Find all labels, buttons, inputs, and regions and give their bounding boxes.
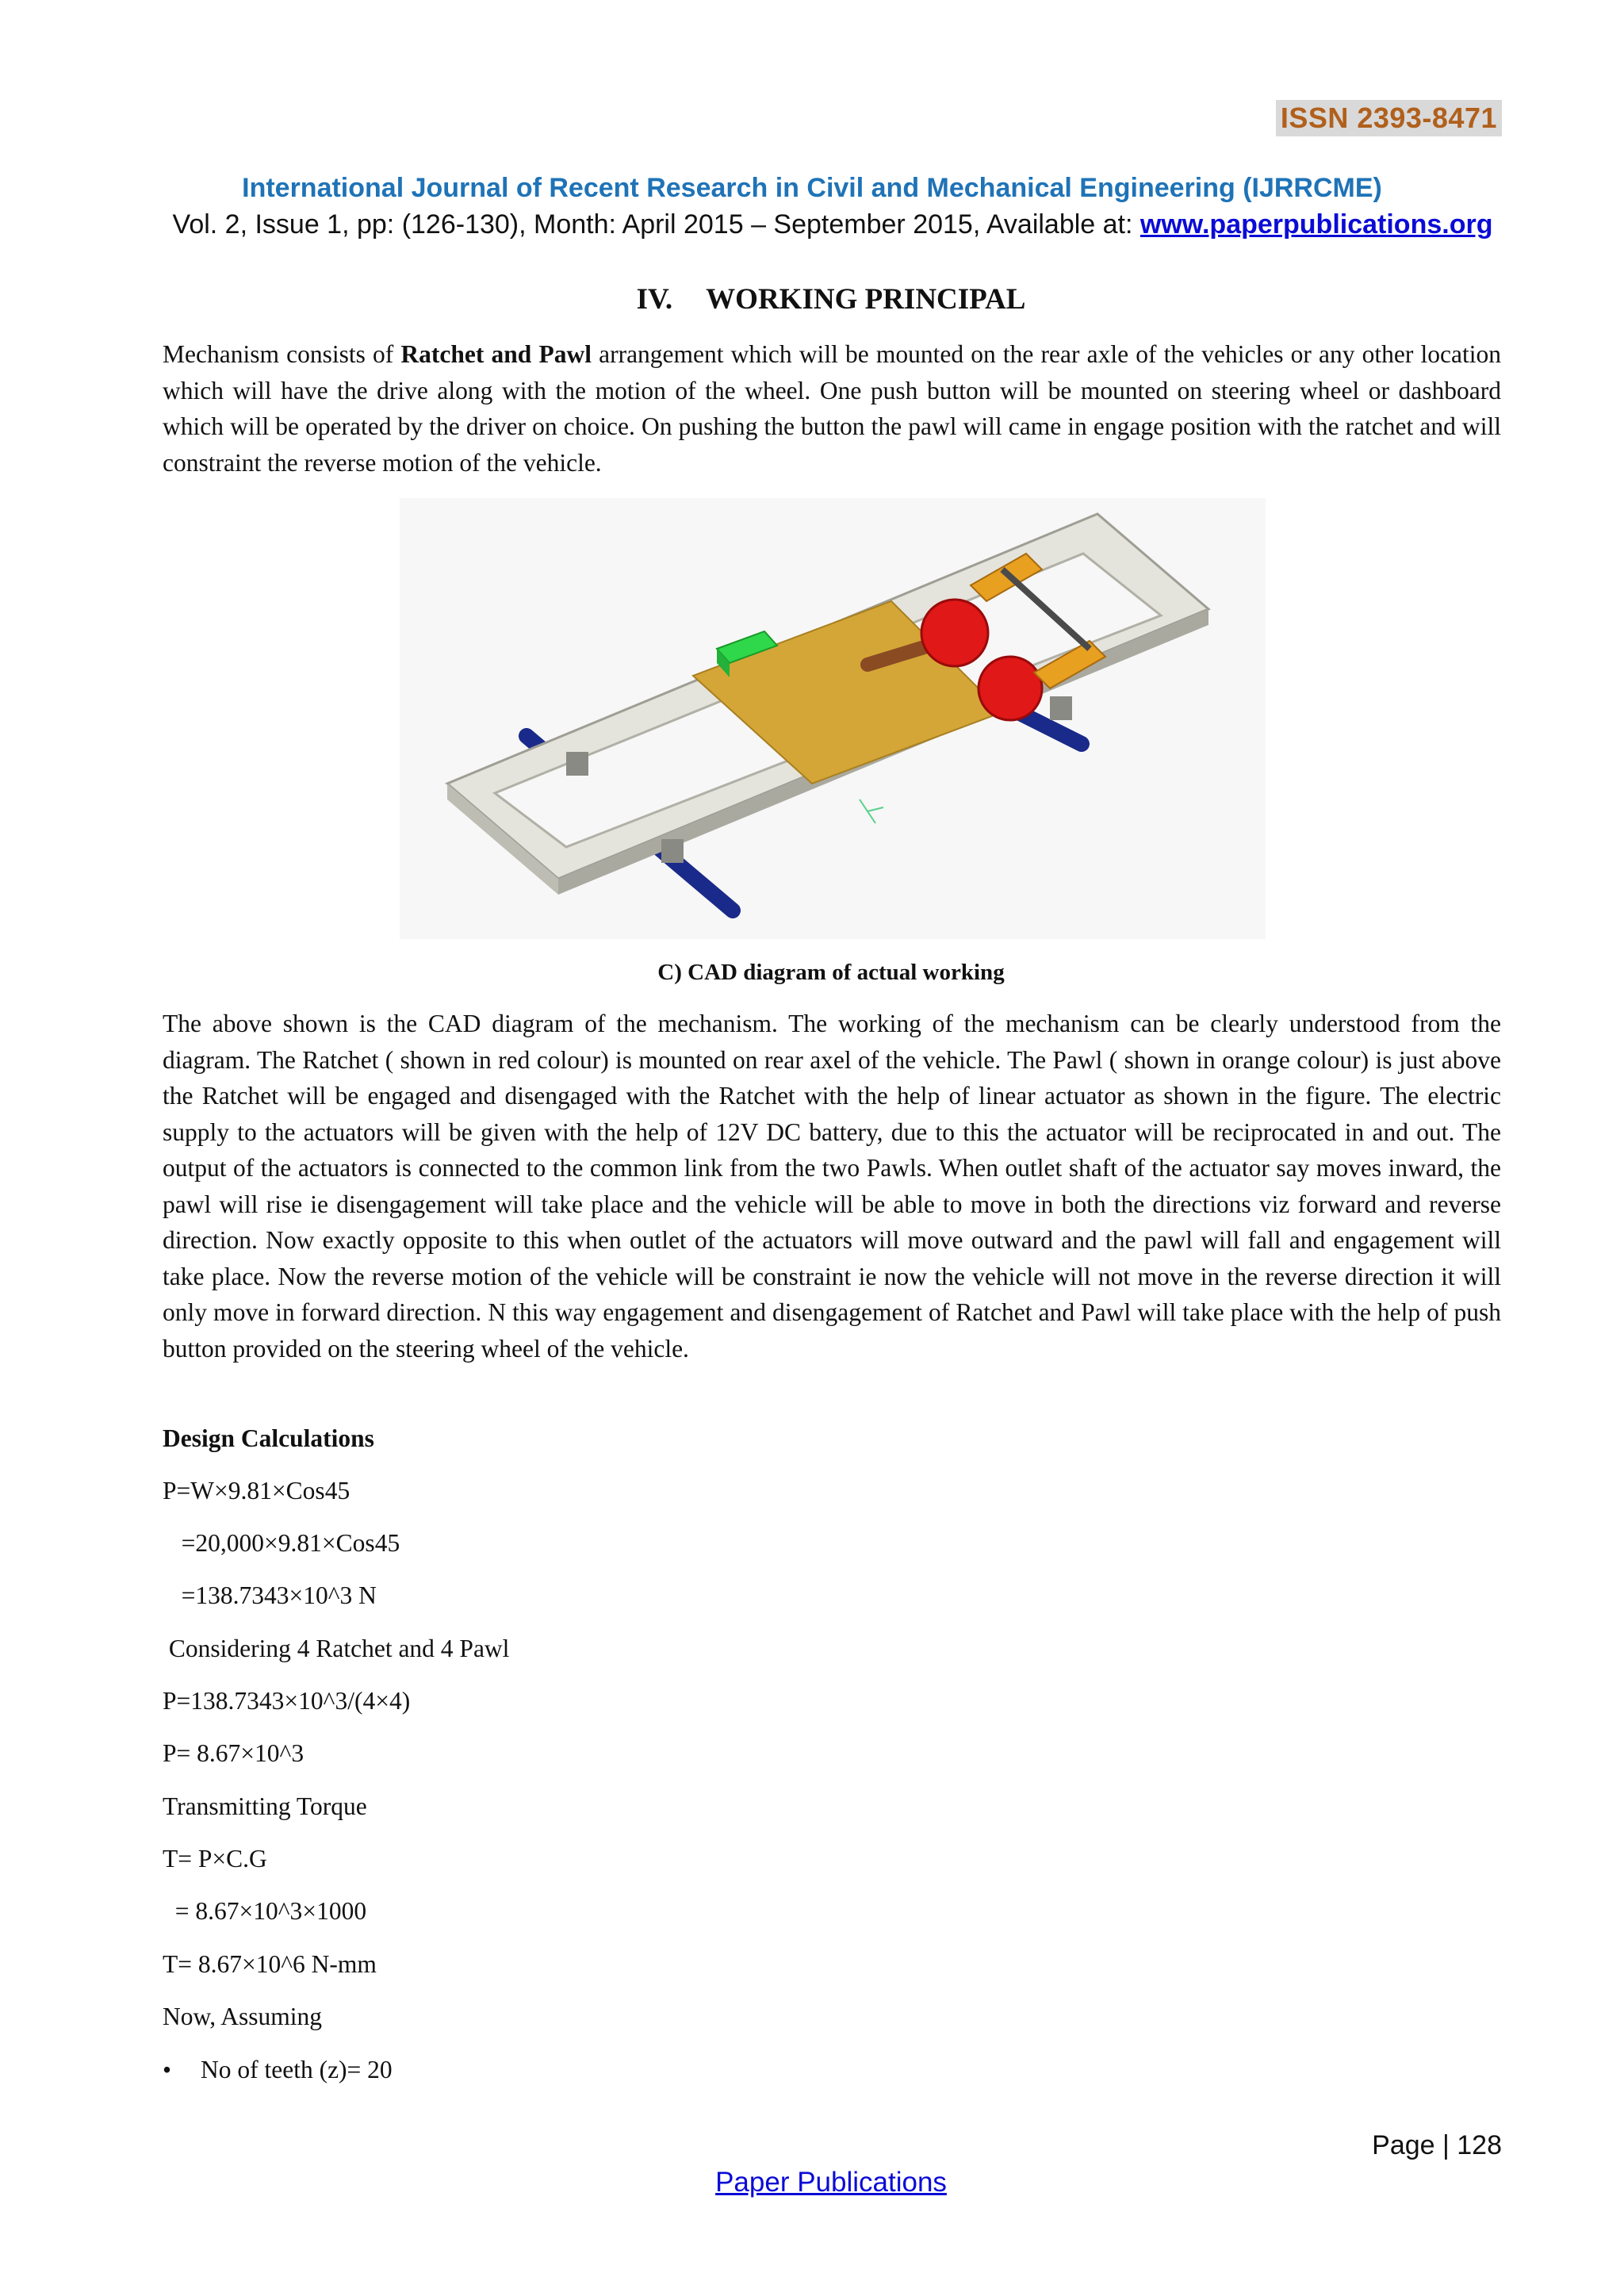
bullet-dot-icon: •: [163, 2056, 172, 2083]
figure-caption: C) CAD diagram of actual working: [657, 960, 1005, 985]
bullet-item: [163, 2056, 393, 2084]
calc-line: T= P×C.G: [163, 1845, 267, 1872]
calc-line: = 8.67×10^3×1000: [163, 1897, 367, 1925]
paragraph-mechanism: [163, 336, 1501, 481]
calc-line: Transmitting Torque: [163, 1792, 367, 1820]
section-heading: [0, 282, 1624, 316]
calc-line: Now, Assuming: [163, 2003, 322, 2030]
page-number: Page | 128: [1372, 2130, 1502, 2160]
paragraph-lead: Mechanism consists of: [163, 340, 401, 368]
journal-title: International Journal of Recent Research in Civil and Mechanical Engineering (IJRRCME): [242, 173, 1382, 203]
cad-diagram-image: [400, 498, 1266, 939]
calc-line: P=138.7343×10^3/(4×4): [163, 1687, 411, 1715]
bullet-text: No of teeth (z)= 20: [201, 2056, 393, 2083]
volume-text: Vol. 2, Issue 1, pp: (126-130), Month: April 2015 – September 2015, Available at:: [172, 209, 1140, 240]
section-number: IV.: [636, 283, 673, 316]
section-title: WORKING PRINCIPAL: [706, 283, 1026, 316]
cad-diagram-figure: [400, 498, 1266, 939]
issn-badge: ISSN 2393-8471: [1276, 100, 1502, 136]
calc-line: =138.7343×10^3 N: [163, 1581, 377, 1609]
calc-line: Considering 4 Ratchet and 4 Pawl: [163, 1635, 510, 1662]
publisher-link[interactable]: Paper Publications: [715, 2167, 947, 2198]
calc-line: =20,000×9.81×Cos45: [163, 1529, 400, 1557]
calc-line: P= 8.67×10^3: [163, 1739, 304, 1767]
paragraph-rest: arrangement which will be mounted on the rear axle of the vehicles or any other location which will have the drive along with the motion of the wheel. One push button will be mounted on steering wheel or dashboard which will be operated by the driver on choice. On pushing the button the pawl will came in engage position with the ratchet and will constraint the reverse motion of the vehicle.: [163, 340, 1501, 477]
volume-line: [163, 209, 1503, 240]
paragraph-bold-term: Ratchet and Pawl: [400, 340, 592, 368]
calc-line: T= 8.67×10^6 N-mm: [163, 1950, 377, 1978]
website-link[interactable]: www.paperpublications.org: [1139, 209, 1493, 240]
paragraph-cad-description: The above shown is the CAD diagram of the mechanism. The working of the mechanism can be clearly understood from the diagram. The Ratchet ( shown in red colour) is mounted on rear axel of the vehicle. The Pawl ( shown in orange colour) is just above the Ratchet will be engaged and disengaged with the Ratchet with the help of linear actuator as shown in the figure. The electric supply to the actuators will be given with the help of 12V DC battery, due to this the actuator will be reciprocated in and out. The output of the actuators is connected to the common link from the two Pawls. When outlet shaft of the actuator say moves inward, the pawl will rise ie disengagement will take place and the vehicle will be able to move in both the directions viz forward and reverse direction. Now exactly opposite to this when outlet of the actuators will move outward and the pawl will fall and engagement will take place. Now the reverse motion of the vehicle will be constraint ie now the vehicle will not move in the reverse direction it will only move in forward direction. N this way engagement and disengagement of Ratchet and Pawl will take place with the help of push button provided on the steering wheel of the vehicle.: [163, 1010, 1501, 1363]
calc-line: P=W×9.81×Cos45: [163, 1477, 350, 1504]
design-calculations-heading: Design Calculations: [163, 1424, 374, 1452]
